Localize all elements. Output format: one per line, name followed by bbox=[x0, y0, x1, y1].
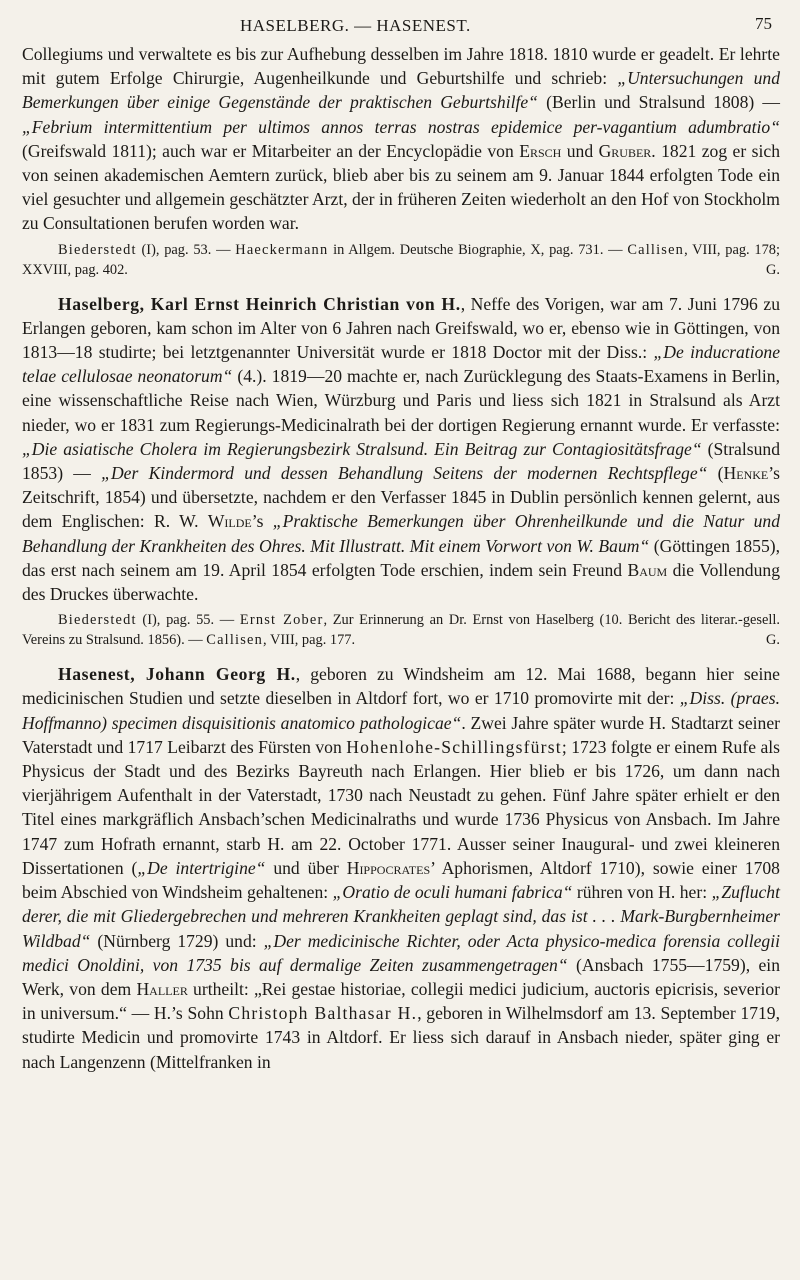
entry-text: Haselberg, Karl Ernst Heinrich Christian von H., Neffe des Vorigen, war am 7. Juni 1796 zu Erlangen geboren, kam schon im Alter von 6 Jahren nach Greifswald, wo er, ebenso wie in Göttingen, von 1813—18 studirte; bei letztgenannter Universität wurde er 1818 Doctor mit der Diss.: „De inducratione telae cellulosae neonatorum“ (4.). 1819—20 machte er, nach Zurücklegung des Staats-Examens in Berlin, eine wissenschaftliche Reise nach Wien, Würzburg und Paris und liess sich 1821 in Stralsund als Arzt nieder, wo er 1831 zum Regierungs-Medicinalrath bei der dortigen Regierung ernannt wurde. Er verfasste: „Die asiatische Cholera im Regierungsbezirk Stralsund. Ein Beitrag zur Contagiositätsfrage“ (Stralsund 1853) — „Der Kindermord und dessen Behandlung Seitens der modernen Rechtspflege“ (Henke’s Zeitschrift, 1854) und übersetzte, nachdem er den Verfasser 1845 in Dublin persönlich kennen gelernt, aus dem Englischen: R. W. Wilde’s „Praktische Bemerkungen über Ohrenheilkunde und die Natur und Behandlung der Krankheiten des Ohres. Mit Illustratt. Mit einem Vorwort von W. Baum“ (Göttingen 1855), das erst nach seinem am 19. April 1854 erfolgten Tode erschien, indem sein Freund Baum die Vollendung des Druckes überwachte. bbox=[22, 293, 781, 605]
author-initials: G. bbox=[766, 632, 780, 649]
entry-gap bbox=[22, 650, 780, 662]
author-initials: G. bbox=[766, 261, 780, 278]
entry-text: Hasenest, Johann Georg H., geboren zu Windsheim am 12. Mai 1688, begann hier seine medicinischen Studien und setzte dieselben in Altdorf fort, wo er 1710 promovirte mit der: „Diss. (praes. Hoffmanno) specimen disquisitionis anatomico pathologicae“. Zwei Jahre später wurde H. Stadtarzt seiner Vaterstadt und 1717 Leibarzt des Fürsten von Hohenlohe-Schillingsfürst; 1723 folgte er einem Rufe als Physicus der Stadt und des Bezirks Bayreuth nach Erlangen. Hier blieb er bis 1726, um dann nach vierjährigem Aufenthalt in der Vaterstadt, 1730 nach Neustadt zu gehen. Fünf Jahre später erhielt er den Titel eines markgräflich Ansbach’schen Medicinalraths und wurde 1736 Physicus von Ansbach. Im Jahre 1747 zum Hofrath ernannt, starb H. am 22. October 1771. Ausser seiner Inaugural- und zwei kleineren Dissertationen („De intertrigine“ und über Hippocrates’ Aphorismen, Altdorf 1710), sowie einer 1708 beim Abschied von Windsheim gehaltenen: „Oratio de oculi humani fabrica“ rühren von H. her: „Zuflucht derer, die mit Gliedergebrechen und mehreren Krankheiten geplagt sind, das ist . . . Mark-Burgbernheimer Wildbad“ (Nürnberg 1729) und: „Der medicinische Richter, oder Acta physico-medica forensia collegii medici Onoldini, von 1735 bis auf dermalige Zeiten zusammengetragen“ (Ansbach 1755—1759), ein Werk, von dem Haller urtheilt: „Rei gestae historiae, collegii medici judicium, auctoris epicrisis, severior in universum.“ — H.’s Sohn Christoph Balthasar H., geboren in Wilhelmsdorf am 13. September 1719, studirte Medicin und promovirte 1743 in Altdorf. Er liess sich darauf in Ansbach nieder, später ging er nach Langenzenn (Mittelfranken in bbox=[22, 664, 781, 1072]
sources-text: Biederstedt (I), pag. 55. — Ernst Zober, Zur Erinnerung an Dr. Ernst von Haselberg (10. Bericht des literar.-gesell. Vereins zu Stralsund. 1856). — Callisen, VIII, pag. 177. bbox=[22, 612, 780, 649]
entry-continuation bbox=[22, 42, 780, 280]
running-head: HASELBERG. — HASENEST. bbox=[240, 16, 471, 35]
page-number: 75 bbox=[755, 14, 772, 33]
entry-sources bbox=[22, 240, 780, 280]
body-text bbox=[22, 42, 780, 1074]
entry-gap bbox=[22, 280, 780, 292]
sources-text: Biederstedt (I), pag. 53. — Haeckermann in Allgem. Deutsche Biographie, X, pag. 731. — Callisen, VIII, pag. 178; XXVIII, pag. 402. bbox=[22, 241, 780, 278]
entry-hasenest-johann bbox=[22, 662, 780, 1073]
page-header bbox=[0, 10, 800, 38]
entry-sources bbox=[22, 610, 780, 650]
entry-haselberg-karl bbox=[22, 292, 780, 651]
entry-text: Collegiums und verwaltete es bis zur Aufhebung desselben im Jahre 1818. 1810 wurde er geadelt. Er lehrte mit gutem Erfolge Chirurgie, Augenheilkunde und Geburtshilfe und schrieb: „Untersuchungen und Bemerkungen über einige Gegenstände der praktischen Geburtshilfe“ (Berlin und Stralsund 1808) — „Febrium intermittentium per ultimos annos terras nostras epidemice per-vagantium adumbratio“ (Greifswald 1811); auch war er Mitarbeiter an der Encyclopädie von Ersch und Gruber. 1821 zog er sich von seinen akademischen Aemtern zurück, blieb aber bis zu seinem am 9. Januar 1844 erfolgten Tode ein viel gesuchter und allgemein geschätzter Arzt, der in früheren Zeiten wiederholt an den Hof von Stockholm zu Consultationen berufen worden war. bbox=[22, 44, 780, 234]
